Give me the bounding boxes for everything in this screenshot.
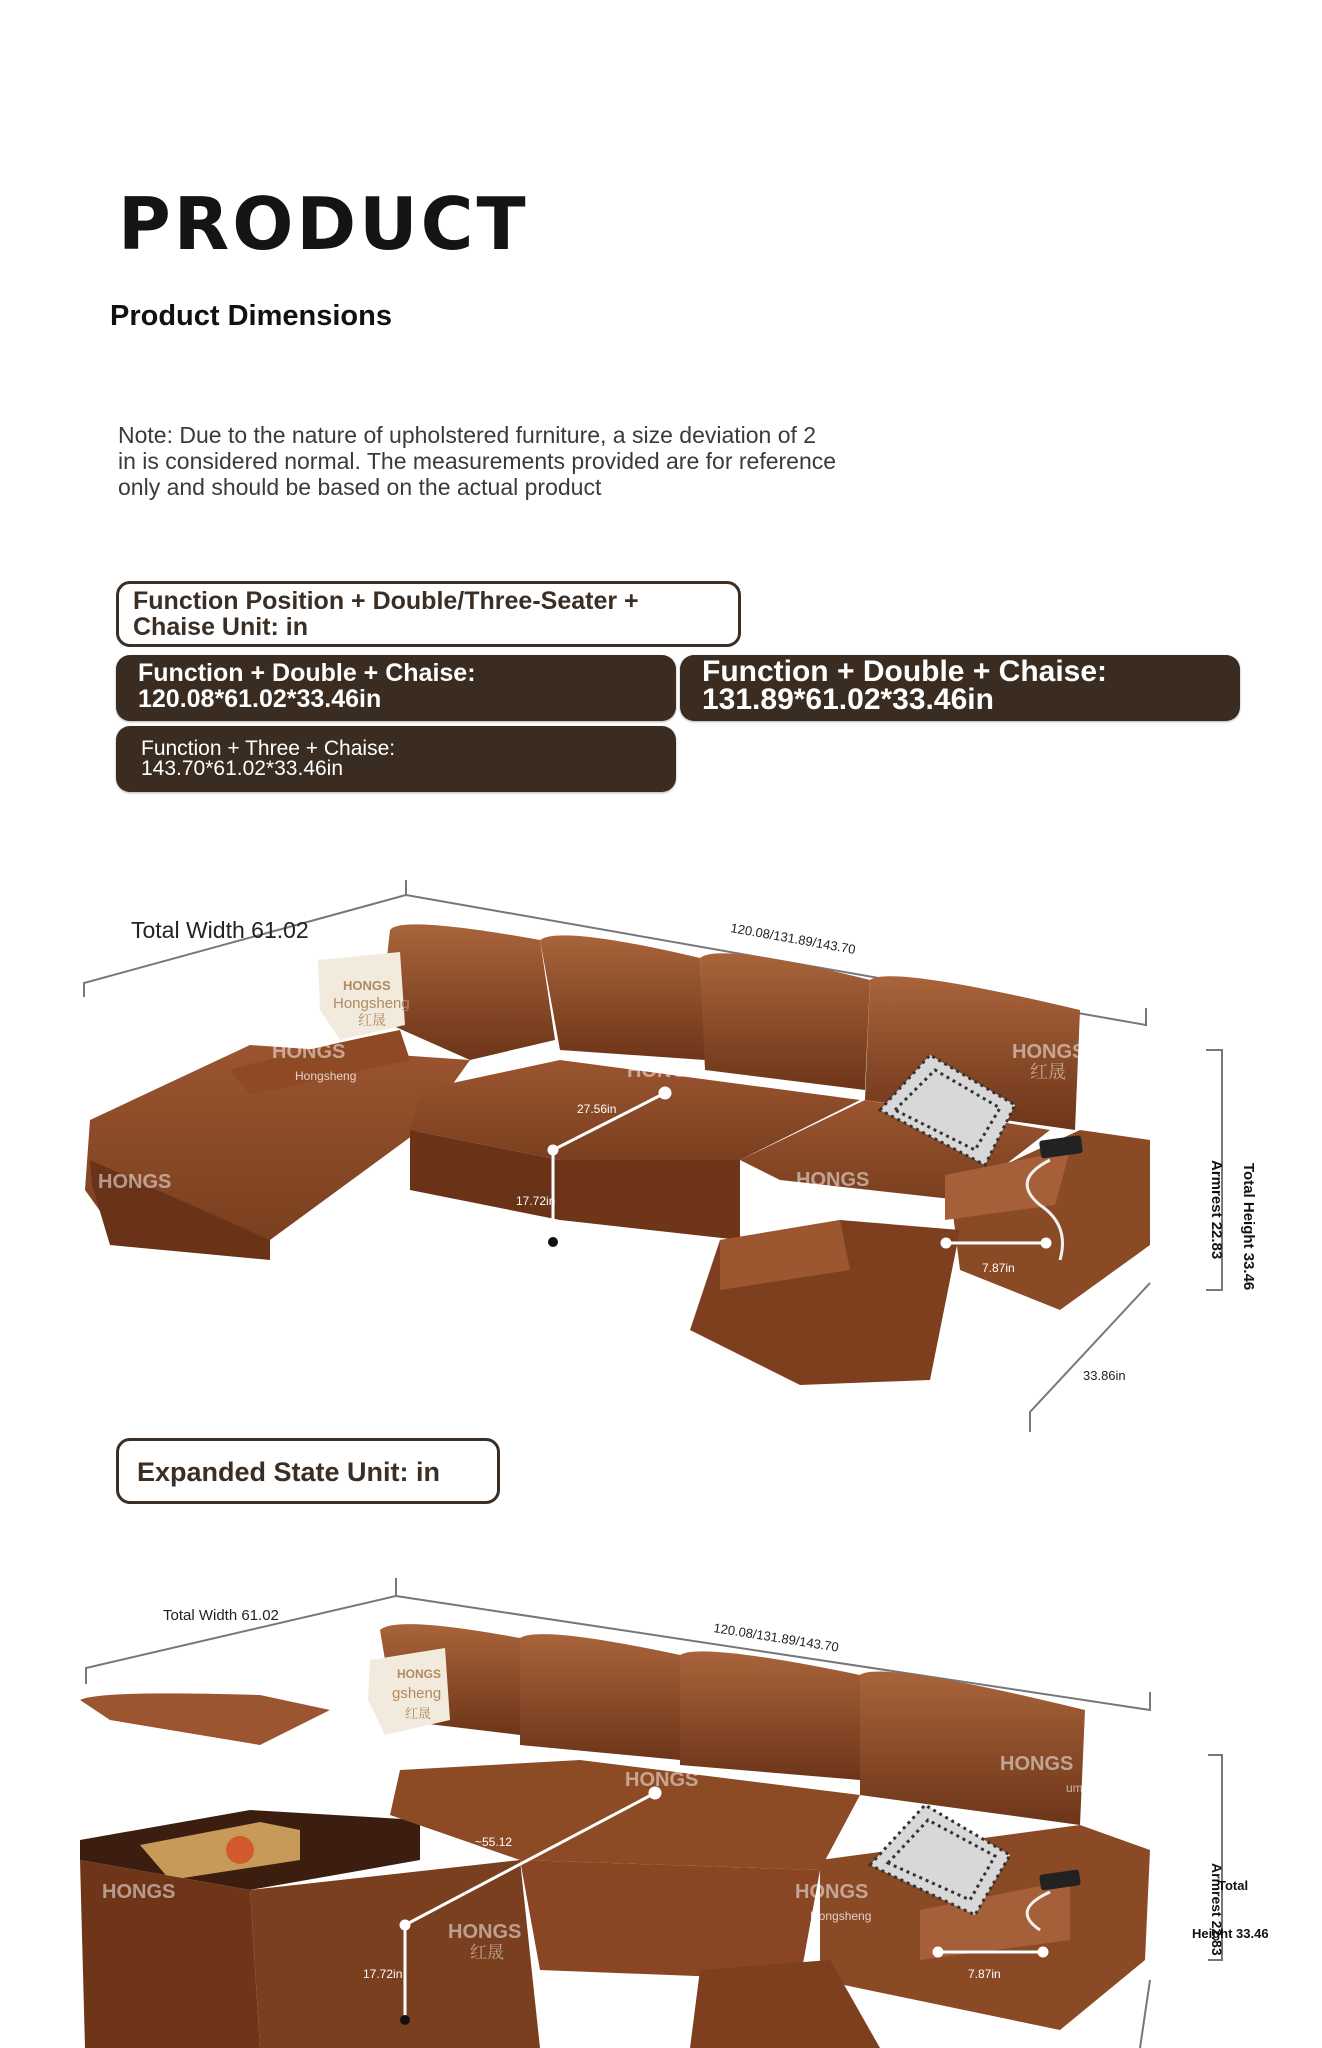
watermark-brand: HONGS [266,1753,340,1775]
option-label: Function + Double + Chaise: [702,655,1108,688]
dim-bed-length: ~55.12 [475,1835,513,1849]
expanded-title: Expanded State Unit: in [137,1457,441,1487]
dim-total-width: Total Width 61.02 [131,917,309,943]
expanded-title-box [116,1438,500,1504]
watermark-brand: HONGS [98,1171,172,1193]
watermark-name: Hongsheng [810,1197,872,1211]
watermark-brand: HONGS [796,1169,870,1191]
dim-total-width: Total Width 61.02 [163,1607,279,1624]
option-size: 143.70*61.02*33.46in [141,757,344,780]
dim-arm-width: 7.87in [968,1967,1001,1981]
watermark-brand: HONGS [1000,1753,1074,1775]
watermark-brand: HONGS [1006,1338,1080,1360]
option-double-chaise-131 [680,655,1240,721]
pillow-text: gsheng [392,1685,442,1702]
dim-height-label: Height 33.46 [1192,1926,1269,1941]
watermark-cn: 红晟 [470,1943,504,1963]
dim-length: 120.08/131.89/143.70 [729,920,857,957]
dim-seat-height: 17.72in [363,1967,403,1981]
dim-length: 120.08/131.89/143.70 [712,1620,840,1655]
page-title: PRODUCT [118,182,529,266]
option-double-chaise-120 [116,655,676,721]
dim-arm-width: 7.87in [982,1261,1015,1275]
watermark-brand: HONGS [625,1769,699,1791]
dim-depth: 33.86in [1083,1368,1126,1383]
watermark-brand: HONGS [448,1921,522,1943]
watermark-cn: 红晟 [293,1775,327,1795]
watermark-brand: HONGS [272,1041,346,1063]
watermark-name: Hongsheng [295,1069,357,1083]
watermark-brand: HONGS [102,1881,176,1903]
dim-seat-height: 17.72in [516,1194,556,1208]
unit-title-line1: Function Position + Double/Three-Seater + [133,587,639,615]
option-label: Function + Double + Chaise: [138,659,476,687]
pillow-text: Hongsheng [333,995,410,1012]
unit-title-box [116,581,741,647]
section-heading: Product Dimensions [110,300,392,332]
pillow-text: 红晟 [405,1707,432,1722]
watermark-number: umber [1066,1781,1101,1795]
option-size: 131.89*61.02*33.46in [702,683,994,716]
watermark-cn: 红晟 [1030,1062,1066,1083]
watermark-brand: HONGS [1012,1041,1086,1063]
watermark-brand: HONGS [627,1060,701,1082]
pillow-text: HONGS [397,1667,442,1681]
disclaimer-note: Note: Due to the nature of upholstered furniture, a size deviation of 2 in is considered normal. The measurements provided are for reference only and should be based on the actual product [118,422,837,500]
watermark-name: Hongsheng [810,1909,872,1923]
watermark-brand: HONGS [795,1881,869,1903]
option-size: 120.08*61.02*33.46in [138,685,382,713]
sofa-diagram-standard [0,860,1322,1450]
option-label: Function + Three + Chaise: [141,737,396,760]
pillow-text: HONGS [343,978,391,993]
unit-title-line2: Chaise Unit: in [133,613,309,641]
dim-seat-depth: 27.56in [577,1102,617,1116]
dim-total-label: Total [1218,1878,1249,1893]
pillow-text: 红晟 [358,1013,386,1029]
dim-armrest: Armrest 22.83 [1209,1863,1225,1956]
sofa-diagram-expanded [0,1560,1322,2048]
dim-total-height: Total Height 33.46 [1240,1163,1257,1291]
dim-armrest: Armrest 22.83 [1208,1160,1225,1260]
option-three-chaise-143 [116,726,676,792]
